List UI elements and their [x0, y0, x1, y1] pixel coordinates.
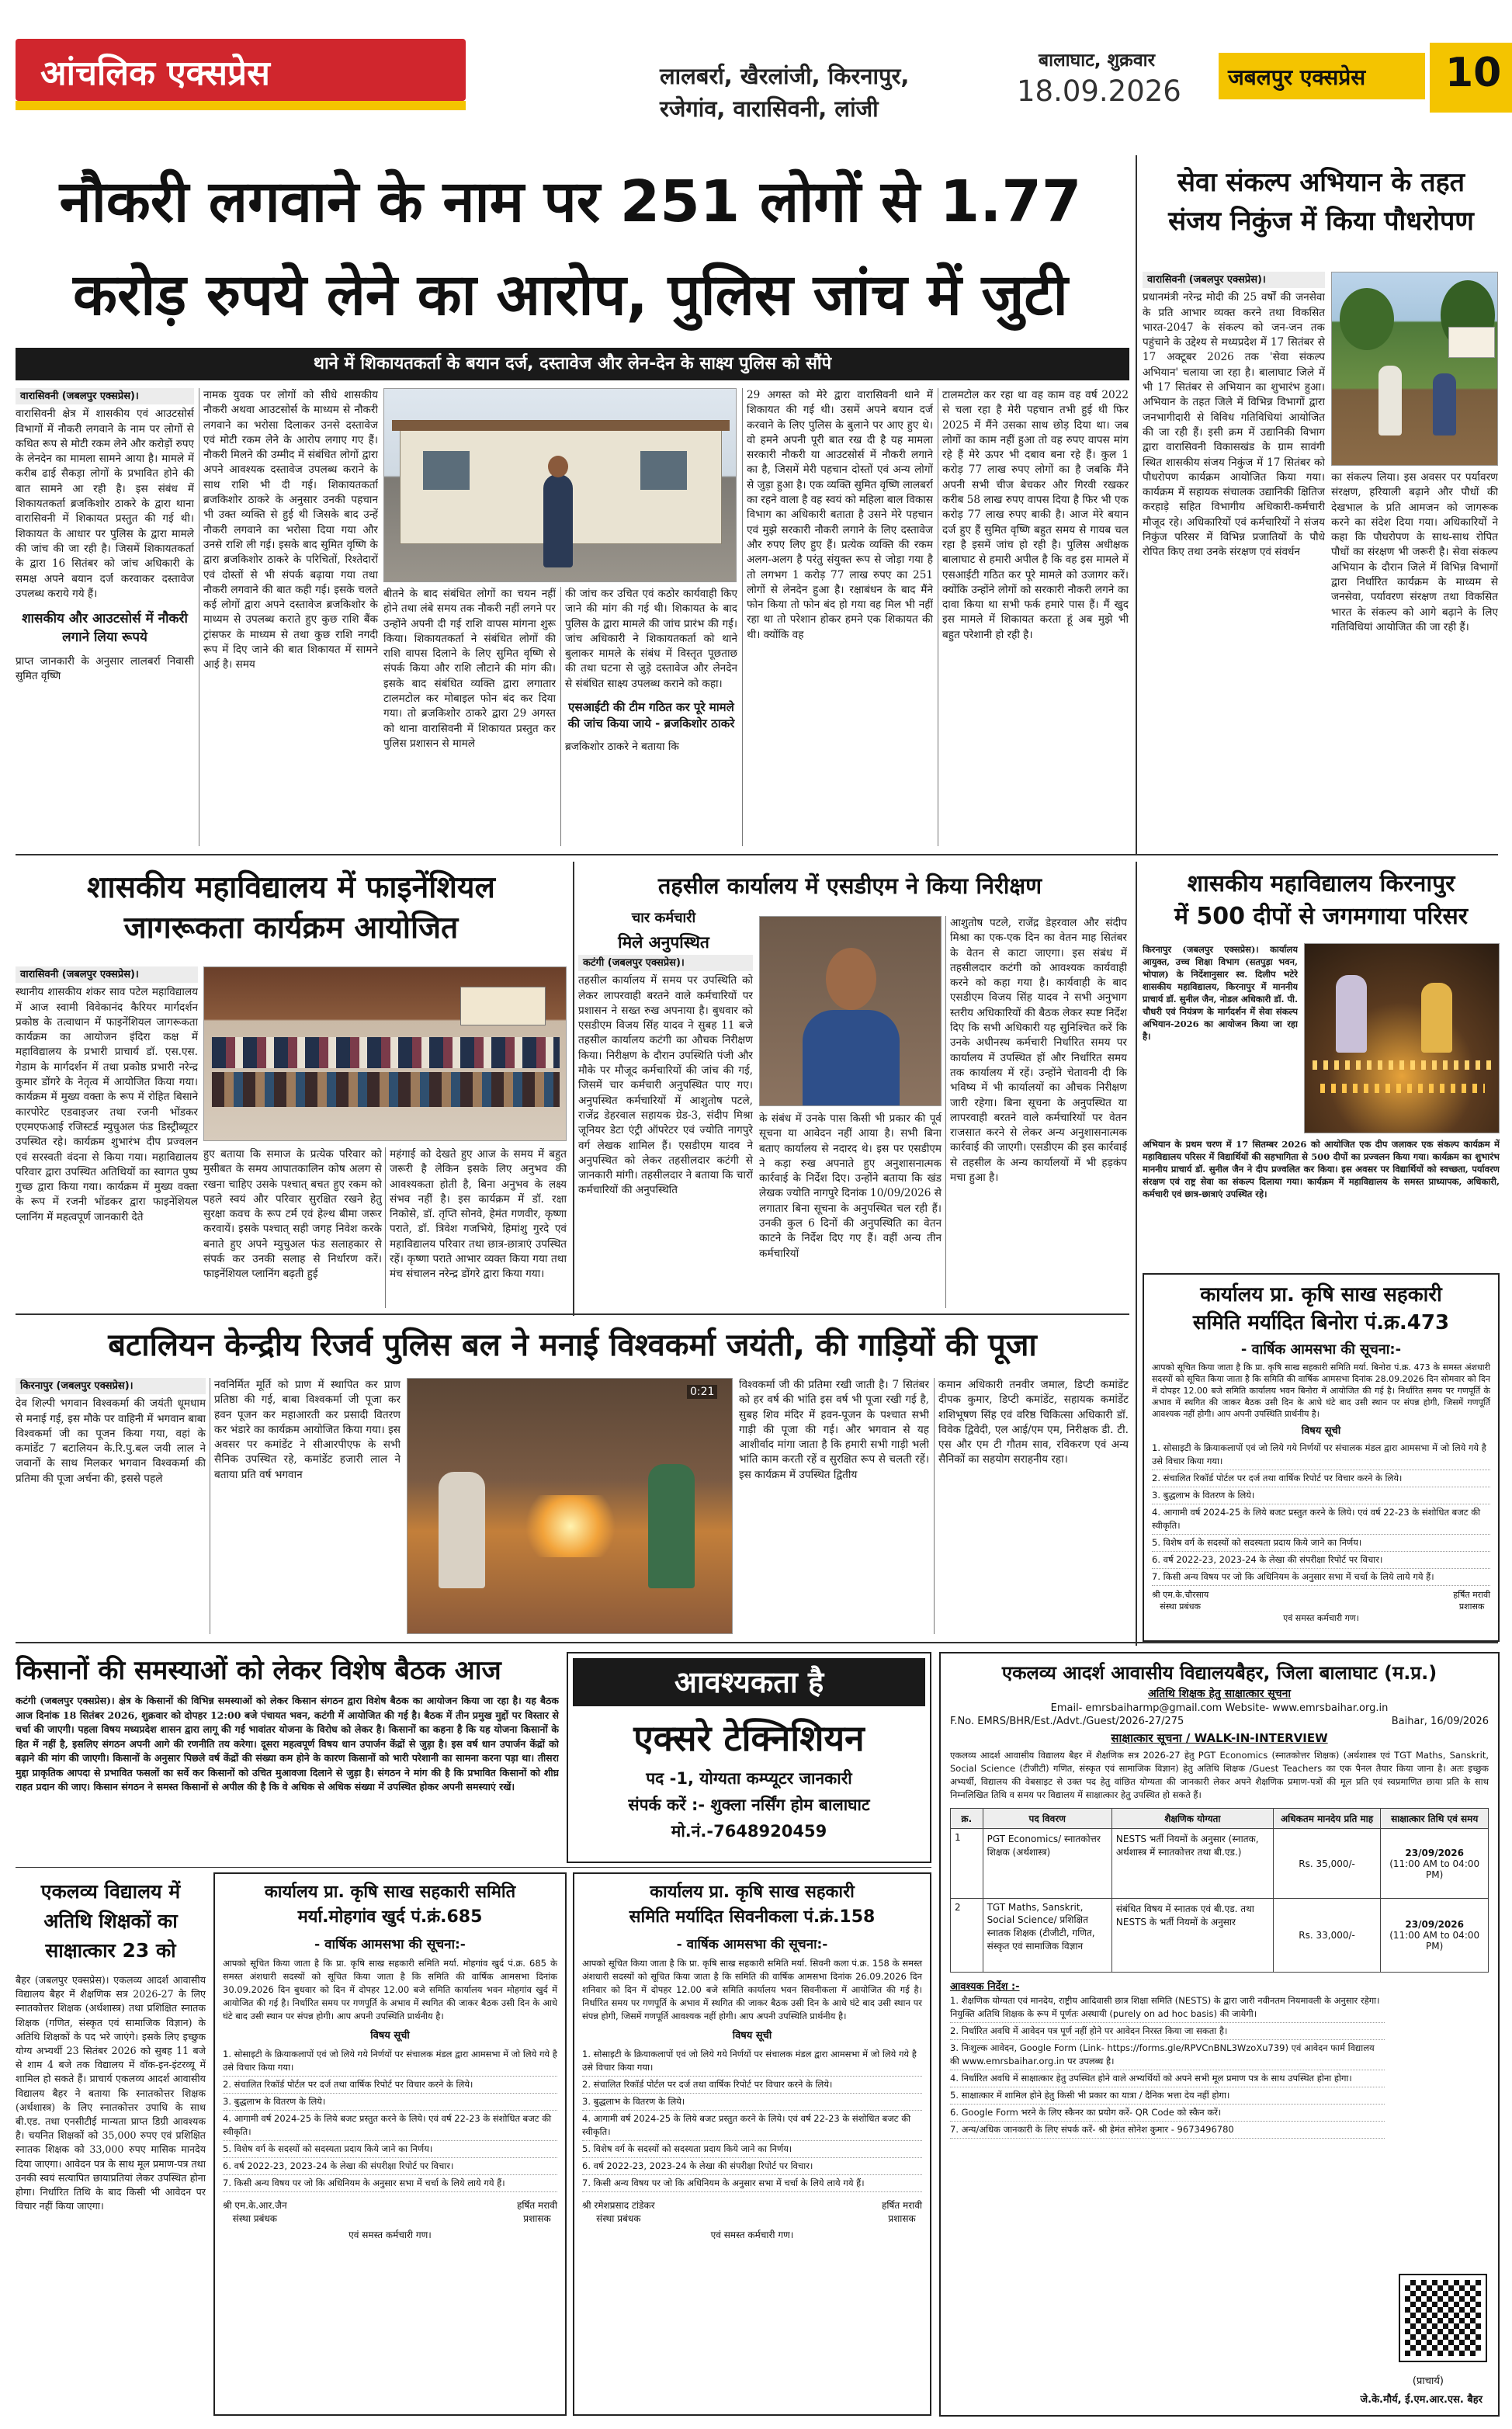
story2-headline-line2: संजय निकुंज में किया पौधरोपण: [1168, 206, 1474, 237]
diya-row: [1320, 1084, 1485, 1093]
story5-body-2: [1143, 1138, 1500, 1266]
ad-xray-post: पद -1, योग्यता कम्प्यूटर जानकारी: [646, 1769, 852, 1788]
list-item: 4. आगामी वर्ष 2024-25 के लिये बजट प्रस्तुत करने के लिये। एवं वर्ष 22-23 के संशोधित बजट की स्वीकृति।: [1152, 1504, 1490, 1535]
notice-siwanikala-subtitle: - वार्षिक आमसभा की सूचना:-: [676, 1937, 828, 1952]
row-post: TGT Maths, Sanskrit, Social Science/ प्रशिक्षित स्नातक शिक्षक (टीजीटी, गणित, संस्कृत एवं सामाजिक विज्ञान: [983, 1899, 1111, 1973]
table-row: [951, 1829, 1489, 1899]
notice-siwanikala-agenda: [582, 2046, 922, 2192]
notice-mohgaon-sign2-role: प्रशासक: [523, 2213, 551, 2224]
audience-row: [212, 1072, 560, 1107]
story6-photo-puja: [407, 1378, 733, 1634]
notice-siwanikala-footer: एवं समस्त कर्मचारी गण।: [710, 2229, 794, 2240]
notice-siwanikala-title1: कार्यालय प्रा. कृषि साख सहकारी: [650, 1882, 855, 1902]
notice-emrs-intro: एकलव्य आदर्श आवासीय विद्यालय बैहर में शैक्षणिक सत्र 2026-27 हेतु PGT Economics (स्नातकोत्तर शिक्षक) (अर्थशास्त्र एवं TGT Maths, Sanskrit, Social Science (टीजीटी) गणित, संस्कृत एवं सामाजिक विज्ञान) हेतु अतिथि शिक्षक /Guest Teachers का एक पैनल तैयार किया जाना है। अतः इच्छुक अभ्यर्थी, विद्यालय की वेबसाइट से उक्त पद हेतु वांछित योग्यता की जानकारी लेकर अपने शैक्षणिक प्रमाण-पत्रों की मूल प्रति एवं स्वप्रमाणित छाया प्रति के साथ निम्नलिखित तिथि व समय पर विद्यालय में साक्षात्कार हेतु उपस्थित हो सकते हैं।: [950, 1750, 1489, 1800]
notice-emrs-table-header: [951, 1809, 1489, 1829]
row-pay: Rs. 35,000/-: [1273, 1829, 1381, 1899]
notice-binora-sign1-role: संस्था प्रबंधक: [1160, 1601, 1201, 1612]
notice-emrs-title: एकलव्य आदर्श आवासीय विद्यालयबैहर, जिला बालाघाट (म.प्र.): [1001, 1662, 1437, 1684]
table-header-qual: शैक्षणिक योग्यता: [1111, 1809, 1273, 1829]
story8-headline-line2: अतिथि शिक्षकों का: [43, 1910, 178, 1932]
notice-mohgaon-agenda: [223, 2046, 557, 2192]
list-item: 5. विशेष वर्ग के सदस्यों को सदस्यता प्रदाय किये जाने का निर्णय।: [582, 2141, 922, 2158]
section-rule: [16, 1642, 1498, 1643]
notice-emrs-date: Baihar, 16/09/2026: [1391, 1716, 1489, 1727]
row-qual: NESTS भर्ती नियमों के अनुसार (स्नातक, अर्थशास्त्र में स्नातकोत्तर तथा बी.एड.): [1111, 1829, 1273, 1899]
notice-siwanikala: [573, 1872, 931, 2416]
notice-binora-title1: कार्यालय प्रा. कृषि साख सहकारी: [1200, 1283, 1442, 1306]
ad-xray: [567, 1652, 931, 1863]
notice-emrs-notes-title: आवश्यक निर्देश :-: [950, 1981, 1020, 1993]
story3-col2: [203, 1147, 382, 1308]
story1-subhead-1: शासकीय और आउटसोर्स में नौकरी लगाने लिया रूपये: [22, 611, 188, 646]
row-time: (11:00 AM to 04:00 PM): [1389, 1930, 1480, 1952]
story1-text-6: टालमटोल कर रहा था वह काम वह वर्ष 2022 से चला रहा है मेरी पहचान तभी हुई थी फिर 2025 में मैंने उसका साथ छोड़ दिया था। जब लोगों का काम नहीं हुआ तो वह रुपए वापस मांग रहे हैं मेरे ऊपर भी दबाव बना रहे हैं। कुल 1 करोड़ 77 लाख रुपए लोगों का है जबकि मैंने अपनी सभी चीज बेचकर और गिरवी रखकर करीब 58 लाख रुपए वापस दिया है फिर भी एक करोड़ 77 लाख रुपए बाकी है। आज मेरे बयान दर्ज हुए हैं सुमित वृष्णि बहुत समय से गायब चल रहा है इसमें जांच हो रही है। पुलिस अधीक्षक बालाघाट से हमारी अपील है कि वह इस मामले में एसआईटी गठित कर पूरे मामले को उजागर करें। क्योंकि उन्होंने लोगों को सरकारी नौकरी लगने का दावा किया था सभी फर्क हमारे पास हैं। मैं खुद इस मामले में शिकायत करता हूं अब मुझे भी बहुत परेशानी हो रही है।: [942, 389, 1129, 641]
notice-siwanikala-sign1-role: संस्था प्रबंधक: [596, 2213, 641, 2224]
person-figure: [648, 1464, 695, 1588]
notice-mohgaon-sign1-role: संस्था प्रबंधक: [232, 2213, 278, 2224]
story4-col2: [759, 1112, 942, 1308]
notice-binora: [1143, 1273, 1500, 1642]
row-time: (11:00 AM to 04:00 PM): [1389, 1858, 1480, 1880]
story1-col2: [203, 388, 378, 846]
list-item: 1. शैक्षणिक योग्यता एवं मानदेय, राष्ट्रीय आदिवासी छात्र शिक्षा समिति (NESTS) के द्वारा जारी नवीनतम नियमावली के अनुसार रहेगा। नियुक्ति अतिथि शिक्षक के रूप में पूर्णतः अस्थायी (purely on ad hoc basis) की जायेगी।: [950, 1993, 1385, 2023]
notice-emrs-principal-name: जे.के.मौर्य, ई.एम.आर.एस. बैहर: [1360, 2394, 1483, 2406]
video-timestamp: 0:21: [687, 1385, 717, 1399]
section-rule: [573, 862, 574, 1316]
section-rule: [16, 1867, 931, 1868]
banner: [460, 987, 546, 1025]
section-banner-accent: [16, 101, 466, 110]
notice-binora-sign2-name: हर्षित मरावी: [1453, 1590, 1490, 1600]
story2-headline-line1: सेवा संकल्प अभियान के तहत: [1177, 167, 1465, 198]
list-item: 4. आगामी वर्ष 2024-25 के लिये बजट प्रस्तुत करने के लिये। एवं वर्ष 22-23 के संशोधित बजट की स्वीकृति।: [582, 2111, 922, 2141]
notice-siwanikala-agenda-title: विषय सूची: [732, 2030, 772, 2042]
notice-emrs-subtitle: अतिथि शिक्षक हेतु साक्षात्कार सूचना: [1147, 1688, 1292, 1700]
story1-col3: [383, 587, 556, 846]
row-date: 23/09/2026: [1405, 1919, 1464, 1930]
person-body: [803, 1010, 900, 1106]
ad-xray-role: एक्सरे टेक्निशियन: [633, 1717, 865, 1759]
row-qual: संबंधित विषय में स्नातक एवं बी.एड. तथा NESTS के भर्ती नियमों के अनुसार: [1111, 1899, 1273, 1973]
story6-text-4: कमान अधिकारी तनवीर जमाल, डिप्टी कमांडेंट दीपक कुमार, डिप्टी कमांडेंट, सहायक कमांडेंट शशिभूषण सिंह एवं वरिष्ठ चिकित्सा अधिकारी डॉ. विवेक द्विवेदी, एल आई/एम एम, निरीक्षक डी. टी. एस और एम टी गौतम साव, रविकरण एवं अन्य सैनिकों का सहयोग सराहनीय रहा।: [938, 1379, 1129, 1466]
notice-binora-subtitle: - वार्षिक आमसभा की सूचना:-: [1240, 1341, 1402, 1358]
notice-binora-agenda-title: विषय सूची: [1301, 1425, 1341, 1437]
notice-siwanikala-title2: समिति मर्यादित सिवनीकला पं.क्रं.158: [629, 1907, 876, 1927]
story6-text-3: विश्वकर्मा जी की प्रतिमा रखी जाती है। 7 सितंबर को हर वर्ष की भांति इस वर्ष भी पूजा रखी गई है, सुबह शिव मंदिर में हवन-पूजन के पश्चात सभी गाड़ी की पूजा की गई। और भगवान से यह आशीर्वाद मांगा जाता है कि हमारी सभी गाड़ी भली भांति काम करती रहें व सुरक्षित रूप से चलती रहें। इस कार्यक्रम में उपस्थित द्वितीय: [739, 1379, 929, 1481]
list-item: 4. निर्धारित अवधि में साक्षात्कार हेतु उपस्थित होने वाले अभ्यर्थियों को अपने सभी मूल प्रमाण पत्र के साथ उपस्थित होना होगा।: [950, 2070, 1385, 2087]
notice-emrs-walkin: साक्षात्कार सूचना / WALK-IN-INTERVIEW: [1111, 1731, 1328, 1745]
list-item: 3. निःशुल्क आवेदन, Google Form (Link- https://forms.gle/RPVCnBNL3WzoXu739) एवं आवेदन फार्म विद्यालय की www.emrsbaihar.org.in पर उपलब्ध है।: [950, 2040, 1385, 2070]
story2-col2: [1331, 470, 1498, 846]
column-rule: [742, 388, 743, 846]
story5-body-1: [1143, 943, 1298, 1133]
section-rule: [1136, 155, 1137, 854]
story1-photo-police-station: [383, 388, 737, 582]
story1-text-5: 29 अगस्त को मेरे द्वारा वारासिवनी थाने में शिकायत की गई थी। उसमें अपने बयान दर्ज करवाने के लिए पुलिस के बुलाने पर आए हुए थे। वो हमने अपनी पूरी बात रख दी है यह मामला सरकारी नौकरी या आउटसोर्स में नौकरी लगाने का है, जिसमें मेरी पहचान दोस्तों एवं अन्य लोगों से जुड़ा हुआ है। एक व्यक्ति सुमित वृष्णि लालबर्रा का रहने वाला है वह स्वयं को महिला बाल विकास विभाग का अधिकारी बताता है उसने मेरे पहचान एवं मुझे सरकारी नौकरी लगाने के लिए दस्तावेज और रुपए लिए हुए हैं। प्रत्येक व्यक्ति की रकम अलग-अलग है परंतु संयुक्त रूप से जोड़ा गया है तो लगभग 1 करोड़ 77 लाख रुपए का 251 लोगों से लेनदेन हुआ है। रक्षाबंधन के बाद मैंने फोन किया तो फोन बंद हो गया वह मिल भी नहीं रहा था तो परेशान होकर हमने एक शिकायत की थी। क्योंकि वह: [747, 389, 933, 641]
story8-headline-line3: साक्षात्कार 23 को: [45, 1939, 176, 1962]
story3-text-3: महंगाई को देखते हुए आज के समय में बहुत जरूरी है लेकिन इसके लिए अनुभव की आवश्यकता होती है, बिना अनुभव के लक्ष्य संभव नहीं है। इस कार्यक्रम में डॉ. रक्षा निकोसे, डॉ. तृप्ति सोनवे, हेमंत गणवीर, कृष्णा पराते, डॉ. त्रिवेश गजभिये, हिमांशु गुरदे एवं महाविद्यालय परिवार तथा छात्र-छात्राएं उपस्थित रहें। कृष्णा पराते आभार व्यक्त किया गया तथा मंच संचालन नरेन्द्र डोंगरे द्वारा किया गया।: [390, 1148, 567, 1281]
story3-text-2: हुए बताया कि समाज के प्रत्येक परिवार को मुसीबत के समय आपातकालिन कोष अलग से रखना चाहिए उसके पश्चात् बचत हुए रकम को पहले स्वयं और परिवार सुरक्षित रखने हेतु सुरक्षा कवच के रूप टर्म एवं हेल्थ बीमा जरूर करवायें। इसके पश्चात् सही जगह निवेश करके बनाते हुए अपने म्युचुअल फंड सलाहकार से संपर्क कर उनकी सलाह से निर्धारण करें। फाइनेंशियल प्लानिंग बढ़ती हुई: [203, 1148, 382, 1281]
person-figure: [1336, 975, 1367, 1053]
story8-headline-line1: एकलव्य विद्यालय में: [40, 1880, 181, 1903]
story1-strap: [16, 348, 1129, 380]
notice-siwanikala-sign1-name: श्री रमेशप्रसाद टांडेकर: [582, 2200, 655, 2211]
list-item: 7. किसी अन्य विषय पर जो कि अधिनियम के अनुसार सभा में चर्चा के लिये लाये गये हैं।: [1152, 1569, 1490, 1586]
banner: [1448, 327, 1495, 358]
list-item: 2. निर्धारित अवधि में आवेदन पत्र पूर्ण नहीं होने पर आवेदन निरस्त किया जा सकता है।: [950, 2023, 1385, 2040]
list-item: 3. बुद्धलाभ के वितरण के लिये।: [1152, 1487, 1490, 1504]
story1-strap-text: थाने में शिकायतकर्ता के बयान दर्ज, दस्तावेज और लेन-देन के साक्ष्य पुलिस को सौंपे: [313, 354, 832, 373]
story3-photo-group: [203, 966, 567, 1141]
notice-binora-agenda: [1152, 1440, 1490, 1586]
column-rule: [560, 587, 561, 846]
notice-emrs: [939, 1652, 1500, 2417]
story6-headline: बटालियन केन्द्रीय रिजर्व पुलिस बल ने मनाई विश्वकर्मा जयंती, की गाड़ियों की पूजा: [108, 1327, 1037, 1363]
story1-text-3: बीतने के बाद संबंधित लोगों का चयन नहीं होने तथा लंबे समय तक नौकरी नहीं लगने पर उन्होंने अपनी दी गई राशि वापस मांगना शुरू किया। शिकायतकर्ता ने संबंधित लोगों की राशि वापस दिलाने के लिए सुमित वृष्णि से संपर्क किया और राशि लौटाने की मांग की। इसके बाद संबंधित व्यक्ति द्वारा लगातार टालमटोल कर मोबाइल फोन बंद कर दिया गया। तो ब्रजकिशोर ठाकरे द्वारा 29 अगस्त को थाना वारासिवनी में शिकायत प्रस्तुत कर पुलिस प्रशासन से मामले: [383, 588, 556, 750]
fire: [524, 1495, 617, 1557]
list-item: 1. सोसाइटी के क्रियाकलापों एवं जो लिये गये निर्णयों पर संचालक मंडल द्वारा आमसभा में जो लिये गये है उसे विचार किया गया।: [582, 2046, 922, 2077]
areas-line-1: लालबर्रा, खैरलांजी, किरनापुर,: [660, 63, 910, 89]
list-item: 1. सोसाइटी के क्रियाकलापों एवं जो लिये गये निर्णयों पर संचालक मंडल द्वारा आमसभा में जो लिये गये है उसे विचार किया गया।: [1152, 1440, 1490, 1470]
story7-body: [16, 1694, 559, 1863]
story1-text-1b: प्राप्त जानकारी के अनुसार लालबर्रा निवासी सुमित वृष्णि: [16, 655, 194, 683]
areas-line-2: रजेगांव, वारासिवनी, लांजी: [660, 95, 879, 122]
story6-col3: [739, 1378, 929, 1634]
list-item: 6. Google Form भरने के लिए स्कैनर का प्रयोग करें- QR Code को स्कैन करें।: [950, 2105, 1385, 2122]
story3-col1: [16, 966, 198, 1308]
row-pay: Rs. 33,000/-: [1273, 1899, 1381, 1973]
story1-text-2: नामक युवक पर लोगों को सीधे शासकीय नौकरी अथवा आउटसोर्स के माध्यम से नौकरी लगवाने का भरोसा दिलाकर उनसे दस्तावेज एवं मोटी रकम लेने के आरोप लगाए गए हैं। नौकरी मिलने की उम्मीद में संबंधित लोगों द्वारा अपने आवश्यक दस्तावेज उपलब्ध कराने के साथ राशि भी दी गई। शिकायतकर्ता ब्रजकिशोर ठाकरे के अनुसार उनकी पहचान भी उक्त व्यक्ति से हुई थी जिसके बाद उन्हें नौकरी लगवाने का भरोसा दिया गया और उनसे राशि ली गई। इसके बाद सुमित वृष्णि के द्वारा ब्रजकिशोर ठाकरे के परिचितों, रिश्तेदारों एवं दोस्तों से भी संपर्क बढ़ाया गया तथा नौकरी लगवाने की बात कही गई। इसके चलते कई लोगों द्वारा अपने दस्तावेज ब्रजकिशोर के माध्यम से उपलब्ध कराते हुए कुछ राशि बैंक ट्रांसफर के माध्यम से तथा कुछ राशि नगदी रूप में दिए जाने की बात शिकायत में सामने आई है। समय: [203, 389, 378, 671]
story7-headline: किसानों की समस्याओं को लेकर विशेष बैठक आज: [16, 1655, 501, 1686]
row-date: 23/09/2026: [1405, 1847, 1464, 1858]
story4-text-1: तहसील कार्यालय में समय पर उपस्थिति को लेकर लापरवाही बरतने वाले कर्मचारियों पर प्रशासन ने सख्त रुख अपनाया है। बुधवार को एसडीएम विजय सिंह यादव ने सुबह 11 बजे तहसील कार्यालय कटंगी का औचक निरीक्षण किया। निरीक्षण के दौरान उपस्थिति पंजी और मौके पर मौजूद कर्मचारियों की जांच की गई, जिसमें चार कर्मचारी अनुपस्थित पाए गए। अनुपस्थित कर्मचारियों में आशुतोष पटले, राजेंद्र डेहरवाल सहायक ग्रेड-3, संदीप मिश्रा जूनियर डेटा एंट्री ऑपरेटर एवं ज्योति नागपुरे वर्ग लेखक शामिल हैं। एसडीएम यादव ने अनुपस्थित को लेकर तहसीलदार कटंगी से जानकारी मांगी। तहसीलदार ने बताया कि चारों कर्मचारियों की अनुपस्थिति: [578, 974, 753, 1197]
list-item: 7. किसी अन्य विषय पर जो कि अधिनियम के अनुसार सभा में चर्चा के लिये लाये गये हैं।: [582, 2175, 922, 2192]
row-no: 2: [951, 1899, 983, 1973]
list-item: 2. संचालित रिकॉर्ड पोर्टल पर दर्ज तथा वार्षिक रिपोर्ट पर विचार करने के लिये।: [1152, 1470, 1490, 1487]
story7-text: कटंगी (जबलपुर एक्सप्रेस)। क्षेत्र के किसानों की विभिन्न समस्याओं को लेकर किसान संगठन द्वारा विशेष बैठक का आयोजन किया जा रहा है। यह बैठक आज दिनांक 18 सितंबर 2026, शुक्रवार को दोपहर 12:00 बजे पंचायत भवन, कटंगी में आयोजित की गई है। बैठक में तीन प्रमुख मुद्दों पर विस्तार से चर्चा की जाएगी। पहला विषय मध्यप्रदेश शासन द्वारा लागू की गई भावांतर योजना के विरोध को लेकर है। किसानों का कहना है कि यह योजना किसानों के हित में नहीं है, इसलिए संगठन अपनी आगे की रणनीति तय करेगा। दूसरा महत्वपूर्ण विषय धान उपार्जन केंद्रों से जुड़ा है। इस वर्ष धान उपार्जन केंद्रों को बढ़ाने की मांग की जाएगी। किसानों के अनुसार पिछले वर्ष केंद्रों की संख्या कम होने के कारण किसानों को भारी परेशानी का सामना करना पड़ा था। तीसरा मुद्दा प्राकृतिक आपदा से प्रभावित फसलों का सर्वे कर किसानों को उचित मुआवजा दिलाने से जुड़ा है। संगठन ने मांग की है कि प्रभावित किसानों को शीघ्र राहत प्रदान की जाए। किसान संगठन ने समस्त किसानों से अपील की है कि वे अधिक से अधिक संख्या में उपस्थित होकर अपनी समस्याएं रखें।: [16, 1695, 559, 1792]
paper-name: जबलपुर एक्सप्रेस: [1228, 64, 1366, 90]
story1-col4: [565, 587, 737, 846]
notice-emrs-notes: [950, 1993, 1385, 2139]
story8-text: बैहर (जबलपुर एक्सप्रेस)। एकलव्य आदर्श आवासीय विद्यालय बैहर में शैक्षणिक सत्र 2026-27 के लिए स्नातकोत्तर शिक्षक (अर्थशास्त्र) तथा प्रशिक्षित स्नातक शिक्षक (गणित, संस्कृत एवं सामाजिक विज्ञान) के अतिथि शिक्षकों के पद भरे जाएंगे। इसके लिए इच्छुक योग्य अभ्यर्थी 23 सितंबर 2026 को सुबह 11 बजे से शाम 4 बजे तक विद्यालय में वॉक-इन-इंटरव्यू में शामिल हो सकते हैं। प्राचार्य एकलव्य आदर्श आवासीय विद्यालय बैहर ने बताया कि स्नातकोत्तर शिक्षक (अर्थशास्त्र) के लिए स्नातकोत्तर उपाधि के साथ बी.एड. तथा एनसीटीई मान्यता प्राप्त डिग्री आवश्यक है। चयनित शिक्षकों को 35,000 रुपए एवं प्रशिक्षित स्नातक शिक्षक को 33,000 रुपए मासिक मानदेय दिया जाएगा। आवेदन पत्र के साथ मूल प्रमाण-पत्र तथा उनकी स्वयं सत्यापित छायाप्रतियां लेकर उपस्थित होना होगा। निर्धारित तिथि के बाद किसी भी आवेदन पर विचार नहीं किया जाएगा।: [16, 1974, 206, 2212]
story4-kicker-1: चार कर्मचारी: [631, 910, 696, 926]
notice-emrs-table: [950, 1808, 1489, 1973]
list-item: 7. अन्य/अधिक जानकारी के लिए संपर्क करें- श्री हेमंत सोनेश कुमार - 9673496780: [950, 2122, 1385, 2139]
notice-mohgaon-agenda-title: विषय सूची: [370, 2030, 410, 2042]
notice-binora-body: आपको सूचित किया जाता है कि प्रा. कृषि साख सहकारी समिति मर्या. बिनोरा पं.क्र. 473 के समस्त अंशधारी सदस्यों को सूचित किया जाता है कि समिति की वार्षिक आमसभा दिनांक 28.09.2026 दिन सोमवार को दिन में दोपहर 12.00 बजे समिति कार्यालय भवन बिनोरा में आयोजित की गई है। निर्धारित समय पर गणपूर्ति के अभाव में स्थगित की जाकर बैठक उसी दिन के आधे घंटे बाद उसी स्थान पर संपन्न होगी, जिसमें गणपूर्ति आवश्यक नहीं होगी। आप अपनी उपस्थिति प्रार्थनीय है।: [1152, 1362, 1490, 1419]
notice-binora-footer: एवं समस्त कर्मचारी गण।: [1283, 1613, 1359, 1623]
column-rule: [945, 916, 946, 1308]
notice-siwanikala-body: आपको सूचित किया जाता है कि प्रा. कृषि साख सहकारी समिति मर्या. सिवनी कला पं.क्र. 158 के समस्त अंशधारी सदस्यों को सूचित किया जाता है कि समिति की वार्षिक आमसभा दिनांक 26.09.2026 दिन शनिवार को दिन में दोपहर 12.00 बजे समिति कार्यालय भवन सिवनीकला में आयोजित की गई है। निर्धारित समय पर गणपूर्ति के अभाव में स्थगित की जाकर बैठक उसी दिन के आधे घंटे बाद उसी स्थान पर संपन्न होगी, जिसमें गणपूर्ति आवश्यक नहीं होगी। आप अपनी उपस्थिति प्रार्थनीय है।: [582, 1958, 922, 2021]
story2-dateline: वारासिवनी (जबलपुर एक्सप्रेस)।: [1143, 272, 1325, 288]
qr-code: [1400, 2275, 1486, 2361]
table-header-date: साक्षात्कार तिथि एवं समय: [1381, 1809, 1489, 1829]
ad-xray-title: आवश्यकता है: [674, 1665, 824, 1699]
notice-mohgaon-title1: कार्यालय प्रा. कृषि साख सहकारी समिति: [264, 1882, 516, 1902]
story1-text-4: की जांच कर उचित एवं कठोर कार्यवाही किए जाने की मांग की गई थी। शिकायत के बाद पुलिस के द्वारा मामले की जांच प्रारंभ की गई। जांच अधिकारी ने शिकायतकर्ता को थाने बुलाकर मामले के संबंध में विस्तृत पूछताछ की तथा घटना से जुड़े दस्तावेज और लेनदेन से संबंधित साक्ष्य उपलब्ध कराने को कहा।: [565, 588, 737, 690]
story4-kicker-2: मिले अनुपस्थित: [618, 933, 709, 952]
column-rule: [385, 1147, 386, 1308]
notice-emrs-ref: F.No. EMRS/BHR/Est./Advt./Guest/2026-27/275: [950, 1716, 1184, 1727]
row-date-cell: [1381, 1899, 1489, 1973]
section-title: आंचलिक एक्सप्रेस: [40, 54, 270, 93]
table-header-pay: अधिकतम मानदेय प्रति माह: [1273, 1809, 1381, 1829]
story3-headline-line2: जागरूकता कार्यक्रम आयोजित: [123, 911, 459, 946]
story4-text-2: के संबंध में उनके पास किसी भी प्रकार की पूर्व सूचना या आवेदन नहीं आया है। सभी बिना बताए कार्यालय से नदारद थे। इस पर एसडीएम ने कड़ा रुख अपनाते हुए अनुशासनात्मक कार्रवाई के निर्देश दिए। उन्होंने बताया कि खंड लेखक ज्योति नागपुरे दिनांक 10/09/2026 से लगातार बिना सूचना के अनुपस्थित चल रही हैं। उनकी कुल 6 दिनों की अनुपस्थिति का वेतन काटने के निर्देश दिए गए हैं। वहीं अन्य तीन कर्मचारियों: [759, 1112, 942, 1260]
list-item: 1. सोसाइटी के क्रियाकलापों एवं जो लिये गये निर्णयों पर संचालक मंडल द्वारा आमसभा में जो लिये गये है उसे विचार किया गया।: [223, 2046, 557, 2077]
station-window: [423, 451, 470, 490]
notice-mohgaon-footer: एवं समस्त कर्मचारी गण।: [349, 2229, 432, 2240]
story4-col1: [578, 955, 753, 1308]
diya-row: [1313, 1060, 1493, 1070]
story5-photo-diyas: [1304, 943, 1500, 1133]
story2-text-1: प्रधानमंत्री नरेन्द्र मोदी की 25 वर्षों की जनसेवा के प्रति आभार व्यक्त करने तथा विकसित भारत-2047 के संकल्प को जन-जन तक पहुंचाने के उद्देश्य से मध्यप्रदेश में 17 सितंबर से 17 अक्टूबर 2026 तक 'सेवा संकल्प अभियान' चलाया जा रहा है। बालाघाट जिले में भी 17 सितंबर से अभियान का शुभारंभ हुआ। अभियान के तहत जिले में विभिन्न विभागों द्वारा जनभागीदारी से विविध गतिविधियां आयोजित की जा रही हैं। इसी क्रम में उद्यानिकी विभाग द्वारा वारासिवनी विकासखंड के ग्राम सावंगी स्थित शासकीय संजय निकुंज में 17 सितंबर को पौधरोपण कार्यक्रम आयोजित किया गया। कार्यक्रम में सहायक संचालक उद्यानिकी क्षितिज करहाड़े सहित विभागीय अधिकारी-कर्मचारी मौजूद रहे। अधिकारियों एवं कर्मचारियों ने संजय निकुंज परिसर में विभिन्न प्रजातियों के पौधे रोपित किए तथा उनके संरक्षण एवं संवर्धन: [1143, 291, 1325, 559]
story1-subhead-2: एसआईटी की टीम गठित कर पूरे मामले की जांच किया जाये - ब्रजकिशोर ठाकरे: [567, 700, 735, 731]
story3-headline-line1: शासकीय महाविद्यालय में फाइनेंशियल: [86, 870, 495, 905]
notice-siwanikala-sign2-role: प्रशासक: [888, 2213, 916, 2224]
story2-text-2: का संकल्प लिया। इस अवसर पर पर्यावरण संरक्षण, हरियाली बढ़ाने और पौधों की देखभाल के प्रति आमजन को जागरूक करने का संदेश दिया गया। अधिकारियों ने कहा कि पौधरोपण के साथ-साथ रोपित पौधों का संरक्षण भी जरूरी है। सेवा संकल्प अभियान के दौरान जिले में विभिन्न विभागों द्वारा निर्धारित कार्यक्रम के माध्यम से जनसेवा, पर्यावरण संरक्षण तथा विकसित भारत के संकल्प को आगे बढ़ाने के लिए गतिविधियां आयोजित की जा रही हैं।: [1331, 471, 1498, 633]
story6-col2: [214, 1378, 401, 1634]
list-item: 5. विशेष वर्ग के सदस्यों को सदस्यता प्रदाय किये जाने का निर्णय।: [1152, 1535, 1490, 1552]
list-item: 3. बुद्धलाभ के वितरण के लिये।: [223, 2094, 557, 2111]
table-header-post: पद विवरण: [983, 1809, 1111, 1829]
story8-body: [16, 1973, 206, 2416]
table-row: [951, 1899, 1489, 1973]
story1-text-1: वारासिवनी क्षेत्र में शासकीय एवं आउटसोर्स विभागों में नौकरी लगवाने के नाम पर लोगों से कथित रूप से मोटी रकम लेने और करोड़ों रुपए के लेनदेन का मामला सामने आया है। मामले में करीब ढाई सैकड़ा लोगों के प्रभावित होने की बात सामने आ रही है। इस संबंध में शिकायतकर्ता ब्रजकिशोर ठाकरे के द्वारा थाना वारासिवनी में शिकायत प्रस्तुत की गई थी। शिकायत के आधार पर पुलिस के द्वारा मामले की जांच की जा रही है। जिसमें शिकायतकर्ता के द्वारा 16 सितंबर को जांच अधिकारी के समक्ष अपने बयान दर्ज करवाकर दस्तावेज उपलब्ध कराये गये हैं।: [16, 408, 194, 600]
notice-siwanikala-sign2-name: हर्षित मरावी: [881, 2200, 922, 2211]
story2-col1: [1143, 272, 1325, 846]
section-rule: [16, 1313, 1129, 1315]
list-item: 6. वर्ष 2022-23, 2023-24 के लेखा की संपरीक्षा रिपोर्ट पर विचार।: [582, 2158, 922, 2175]
row-date-cell: [1381, 1829, 1489, 1899]
ad-xray-phone: मो.नं.-7648920459: [671, 1822, 827, 1841]
story6-col4: [938, 1378, 1129, 1634]
section-rule: [16, 854, 1498, 855]
issue-date: 18.09.2026: [1017, 75, 1181, 108]
ad-xray-contact: संपर्क करें :- शुक्ला नर्सिंग होम बालाघाट: [628, 1796, 870, 1814]
person-head: [548, 456, 568, 477]
notice-mohgaon-title2: मर्या.मोहगांव खुर्द पं.क्रं.685: [297, 1907, 483, 1927]
notice-binora-sign1-name: श्री एम.के.चौरसाय: [1152, 1590, 1209, 1600]
person-figure: [1378, 366, 1402, 435]
story6-text-1: देव शिल्पी भगवान विश्वकर्मा की जयंती धूमधाम से मनाई गई, इस मौके पर वाहिनी में भगवान बाबा विश्वकर्मा जी का पूजन किया गया, वहां के कमांडेंट 7 बटालियन के.रि.पु.बल जयी लाल ने जवानों के साथ मिलकर भगवान विश्वकर्मा की प्रतिमा की पूजा अर्चना की, इससे पहले: [16, 1397, 206, 1485]
column-rule: [934, 1378, 935, 1634]
story5-headline-line2: में 500 दीपों से जगमगाया परिसर: [1174, 903, 1469, 930]
page-number: 10: [1445, 50, 1502, 96]
notice-mohgaon-subtitle: - वार्षिक आमसभा की सूचना:-: [314, 1937, 466, 1952]
story6-text-2: नवनिर्मित मूर्ति को प्राण में स्थापित कर प्राण प्रतिष्ठा की गई, बाबा विश्वकर्मा जी पूजा कर हवन पूजन कर महाआरती कर प्रसादी वितरण कर भंडारे का कार्यक्रम आयोजित किया गया। इस अवसर पर कमांडेंट ने सीआरपीएफ के सभी सैनिक उपस्थित रहे, कमांडेंट हजारी लाल ने बताया प्रति वर्ष भगवान: [214, 1379, 401, 1481]
list-item: 7. किसी अन्य विषय पर जो कि अधिनियम के अनुसार सभा में चर्चा के लिये लाये गये हैं।: [223, 2175, 557, 2192]
place-day: बालाघाट, शुक्रवार: [1039, 50, 1155, 71]
table-header-no: क्र.: [951, 1809, 983, 1829]
story1-col1: [16, 388, 194, 846]
story6-dateline: किरनापुर (जबलपुर एक्सप्रेस)।: [16, 1378, 206, 1394]
story1-dateline: वारासिवनी (जबलपुर एक्सप्रेस)।: [16, 388, 194, 404]
story4-col3: [950, 916, 1127, 1308]
story3-dateline: वारासिवनी (जबलपुर एक्सप्रेस)।: [16, 966, 198, 983]
notice-mohgaon-body: आपको सूचित किया जाता है कि प्रा. कृषि साख सहकारी समिति मर्या. मोहगांव खुर्द पं.क्र. 685 के समस्त अंशधारी सदस्यों को सूचित किया जाता है कि समिति की वार्षिक आमसभा दिनांक 30.09.2026 दिन बुधवार को दिन में दोपहर 12.00 बजे समिति कार्यालय भवन मोहगांव खुर्द में आयोजित की गई है। निर्धारित समय पर गणपूर्ति के अभाव में स्थगित की जाकर बैठक उसी दिन के आधे घंटे बाद उसी स्थान पर संपन्न होगी। आप अपनी उपस्थिति प्रार्थनीय है।: [223, 1958, 557, 2021]
list-item: 2. संचालित रिकॉर्ड पोर्टल पर दर्ज तथा वार्षिक रिपोर्ट पर विचार करने के लिये।: [582, 2077, 922, 2094]
station-window: [640, 451, 687, 490]
notice-binora-title2: समिति मर्यादित बिनोरा पं.क्र.473: [1192, 1311, 1450, 1334]
story3-text-1: स्थानीय शासकीय शंकर साव पटेल महाविद्यालय में आज स्वामी विवेकानंद कैरियर मार्गदर्शन प्रकोष्ठ के तत्वाधान में फाइनेंशियल जागरूकता कार्यक्रम का आयोजन इंदिरा कक्ष में महाविद्यालय के प्रभारी प्राचार्य डॉ. एस.एस. गेडाम के मार्गदर्शन में तथा प्रकोष्ठ प्रभारी नरेन्द्र कुमार डोंगरे के नेतृत्व में आयोजित किया गया। कार्यक्रम में मुख्य वक्ता के रूप में रोहित बिसाने कारपोरेट एडवाइजर तथा रजनी भोंडकर एएमएफआई रजिस्टर्ड म्युचुअल फंड डिस्ट्रीब्यूटर उपस्थित रहे। कार्यक्रम शुभारंभ दीप प्रज्वलन एवं सरस्वती वंदना से किया गया। महाविद्यालय परिवार द्वारा उपस्थित अतिथियों का स्वागत पुष्प गुच्छ द्वारा किया गया। कार्यक्रम में मुख्य वक्ता के रूप में रजनी भोंडकर द्वारा फाइनेंशियल प्लानिंग में महत्वपूर्ण जानकारी देते: [16, 986, 198, 1223]
person-figure: [543, 474, 573, 567]
notice-emrs-email: Email- emrsbaiharmp@gmail.com Website- www.emrsbaihar.org.in: [1050, 1702, 1389, 1714]
story4-dateline: कटंगी (जबलपुर एक्सप्रेस)।: [578, 955, 753, 971]
person-figure: [1421, 983, 1452, 1053]
story1-headline-line1: नौकरी लगवाने के नाम पर 251 लोगों से 1.77: [59, 168, 1082, 235]
story1-col6: [942, 388, 1129, 846]
story5-text-2: अभियान के प्रथम चरण में 17 सितम्बर 2026 को आयोजित एक दीप जलाकर एक संकल्प कार्यक्रम में महाविद्यालय परिसर में विद्यार्थियों की सहभागिता से 500 दीपों का प्रज्वलन किया गया। कार्यक्रम का शुभारंभ माननीय प्राचार्य डॉ. सुनील जैन ने दीप प्रज्वलित कर किया। इस अवसर पर विद्यार्थियों को स्वच्छता, पर्यावरण संरक्षण एवं राष्ट्र सेवा का संकल्प दिलाया गया। कार्यक्रम में महाविद्यालय के समस्त प्राध्यापक, अधिकारी, कर्मचारी एवं छात्र-छात्राएं उपस्थित रहे।: [1143, 1139, 1500, 1199]
story5-headline-line1: शासकीय महाविद्यालय किरनापुर: [1187, 870, 1455, 897]
story5-text-1: किरनापुर (जबलपुर एक्सप्रेस)। कार्यालय आयुक्त, उच्च शिक्षा विभाग (सतपुड़ा भवन, भोपाल) के निर्देशानुसार स्व. दिलीप भटेरे शासकीय महाविद्यालय, किरनापुर में माननीय प्राचार्य डॉ. सुनील जैन, नोडल अधिकारी डॉ. पी. चौधरी एवं नियंत्रण के मार्गदर्शन में सेवा संकल्प अभियान-2026 का आयोजन किया जा रहा है।: [1143, 944, 1298, 1042]
list-item: 4. आगामी वर्ष 2024-25 के लिये बजट प्रस्तुत करने के लिये। एवं वर्ष 22-23 के संशोधित बजट की स्वीकृति।: [223, 2111, 557, 2141]
person-figure: [1433, 373, 1456, 435]
row-post: PGT Economics/ स्नातकोत्तर शिक्षक (अर्थशास्त्र): [983, 1829, 1111, 1899]
list-item: 6. वर्ष 2022-23, 2023-24 के लेखा की संपरीक्षा रिपोर्ट पर विचार।: [1152, 1552, 1490, 1569]
notice-emrs-principal-role: (प्राचार्य): [1412, 2375, 1444, 2387]
notice-binora-sign2-role: प्रशासक: [1458, 1601, 1485, 1612]
station-roof: [392, 420, 730, 431]
story1-text-4b: ब्रजकिशोर ठाकरे ने बताया कि: [565, 741, 679, 754]
section-rule: [1136, 862, 1137, 1646]
list-item: 6. वर्ष 2022-23, 2023-24 के लेखा की संपरीक्षा रिपोर्ट पर विचार।: [223, 2158, 557, 2175]
list-item: 5. विशेष वर्ग के सदस्यों को सदस्यता प्रदाय किये जाने का निर्णय।: [223, 2141, 557, 2158]
story4-text-3: आशुतोष पटले, राजेंद्र डेहरवाल और संदीप मिश्रा का एक-एक दिन का वेतन माह सितंबर के वेतन से काटा जाएगा। इस संबंध में तहसीलदार कटंगी को आवश्यक कार्यवाही करने को कहा गया है। कार्यवाही के बाद एसडीएम विजय सिंह यादव ने सभी अनुभाग स्तरीय अधिकारियों की बैठक लेकर स्पष्ट निर्देश दिए कि सभी अधिकारी यह सुनिश्चित करें कि उनके अधीनस्थ कर्मचारी निर्धारित समय पर कार्यालय में उपस्थित हों और निर्धारित समय तक कार्यालय में रहें। उन्होंने चेतावनी दी कि भविष्य में भी कार्यालयों का औचक निरीक्षण जारी रहेगा। बिना सूचना के अनुपस्थित या लापरवाही बरतने वाले कर्मचारियों पर वेतन राजसात करने से लेकर अन्य अनुशासनात्मक कार्रवाई की जाएगी। एसडीएम की इस कार्रवाई से तहसील के अन्य कार्यालयों में भी हड़कंप मचा हुआ है।: [950, 917, 1127, 1185]
tree: [1340, 288, 1394, 350]
story1-col5: [747, 388, 933, 846]
story3-col3: [390, 1147, 567, 1308]
person-figure: [439, 1472, 485, 1588]
list-item: 5. साक्षात्कार में शामिल होने हेतु किसी भी प्रकार का यात्रा / दैनिक भत्ता देय नहीं होगा।: [950, 2087, 1385, 2105]
ad-xray-title-bar: [573, 1658, 925, 1706]
notice-mohgaon-sign2-name: हर्षित मरावी: [516, 2200, 557, 2211]
story4-photo-sdm: [759, 916, 942, 1106]
story4-headline: तहसील कार्यालय में एसडीएम ने किया निरीक्षण: [657, 873, 1042, 899]
story2-photo-plantation: [1331, 272, 1498, 466]
story1-headline-line2: करोड़ रुपये लेने का आरोप, पुलिस जांच में जुटी: [73, 262, 1068, 328]
audience-row: [212, 1037, 560, 1068]
masthead: [0, 0, 1512, 136]
row-no: 1: [951, 1829, 983, 1899]
notice-mohgaon: [213, 1872, 567, 2416]
notice-mohgaon-sign1-name: श्री एम.के.आर.जैन: [223, 2200, 287, 2211]
list-item: 3. बुद्धलाभ के वितरण के लिये।: [582, 2094, 922, 2111]
list-item: 2. संचालित रिकॉर्ड पोर्टल पर दर्ज तथा वार्षिक रिपोर्ट पर विचार करने के लिये।: [223, 2077, 557, 2094]
person-head: [826, 948, 876, 1010]
story6-col1: [16, 1378, 206, 1634]
